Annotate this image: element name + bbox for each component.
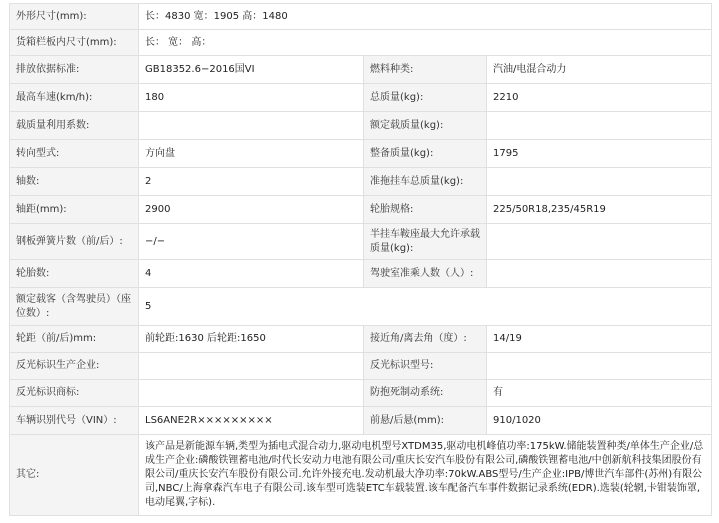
reflector-maker-value	[139, 353, 364, 380]
fuel-type-label: 燃料种类:	[364, 56, 487, 84]
emission-standard-label: 排放依据标准:	[10, 56, 139, 84]
table-row	[10, 4, 712, 30]
table-row	[10, 380, 712, 407]
rated-load-label: 额定载质量(kg):	[364, 112, 487, 140]
approach-departure-angle-label: 接近角/离去角（度）:	[364, 326, 487, 353]
table-row	[10, 112, 712, 140]
wheelbase-value: 2900	[139, 196, 364, 224]
reflector-maker-label: 反光标识生产企业:	[10, 353, 139, 380]
reflector-model-label: 反光标识型号:	[364, 353, 487, 380]
cab-occupancy-value	[487, 260, 712, 288]
vin-label: 车辆识别代号（VIN）:	[10, 407, 139, 435]
load-utilization-label: 载质量利用系数:	[10, 112, 139, 140]
dimensions-label: 外形尺寸(mm):	[10, 4, 139, 30]
fuel-type-value: 汽油/电混合动力	[487, 56, 712, 84]
steering-type-label: 转向型式:	[10, 140, 139, 168]
overhang-label: 前悬/后悬(mm):	[364, 407, 487, 435]
overhang-value: 910/1020	[487, 407, 712, 435]
rated-load-value	[487, 112, 712, 140]
total-mass-value: 2210	[487, 84, 712, 112]
max-speed-label: 最高车速(km/h):	[10, 84, 139, 112]
table-row	[10, 168, 712, 196]
total-mass-label: 总质量(kg):	[364, 84, 487, 112]
reflector-brand-label: 反光标识商标:	[10, 380, 139, 407]
table-row	[10, 196, 712, 224]
table-row	[10, 353, 712, 380]
dimensions-value: 长：4830 宽：1905 高：1480	[139, 4, 712, 30]
rated-passengers-label: 额定载客（含驾驶员）（座位数）:	[10, 288, 139, 326]
trailer-mass-value	[487, 168, 712, 196]
reflector-model-value	[487, 353, 712, 380]
table-row	[10, 260, 712, 288]
steering-type-value: 方向盘	[139, 140, 364, 168]
wheelbase-label: 轴距(mm):	[10, 196, 139, 224]
axle-count-value: 2	[139, 168, 364, 196]
cargo-box-dimensions-label: 货箱栏板内尺寸(mm):	[10, 30, 139, 56]
saddle-load-value	[487, 224, 712, 260]
other-label: 其它:	[10, 435, 139, 516]
tire-spec-value: 225/50R18,235/45R19	[487, 196, 712, 224]
table-row	[10, 56, 712, 84]
table-row	[10, 435, 712, 516]
max-speed-value: 180	[139, 84, 364, 112]
curb-weight-label: 整备质量(kg):	[364, 140, 487, 168]
cab-occupancy-label: 驾驶室准乘人数（人）:	[364, 260, 487, 288]
trailer-mass-label: 准拖挂车总质量(kg):	[364, 168, 487, 196]
table-row	[10, 288, 712, 326]
vehicle-spec-table	[9, 3, 712, 516]
reflector-brand-value	[139, 380, 364, 407]
table-row	[10, 326, 712, 353]
table-row	[10, 84, 712, 112]
table-row	[10, 224, 712, 260]
abs-value: 有	[487, 380, 712, 407]
table-row	[10, 407, 712, 435]
tire-count-label: 轮胎数:	[10, 260, 139, 288]
track-width-value: 前轮距:1630 后轮距:1650	[139, 326, 364, 353]
curb-weight-value: 1795	[487, 140, 712, 168]
leaf-spring-label: 钢板弹簧片数（前/后）:	[10, 224, 139, 260]
load-utilization-value	[139, 112, 364, 140]
saddle-load-label: 半挂车鞍座最大允许承载质量(kg):	[364, 224, 487, 260]
approach-departure-angle-value: 14/19	[487, 326, 712, 353]
abs-label: 防抱死制动系统:	[364, 380, 487, 407]
table-row	[10, 140, 712, 168]
cargo-box-dimensions-value: 长： 宽： 高：	[139, 30, 712, 56]
leaf-spring-value: −/−	[139, 224, 364, 260]
tire-count-value: 4	[139, 260, 364, 288]
other-notes: 该产品是新能源车辆,类型为插电式混合动力,驱动电机型号XTDM35,驱动电机峰值功率:175kW.储能装置种类/单体生产企业/总成生产企业:磷酸铁锂蓄电池/时代长安动力电池有限公司/重庆长安汽车股份有限公司,磷酸铁锂蓄电池/中创新航科技集团股份有限公司/重庆长安汽车股份有限公司.允许外接充电.发动机最大净功率:70kW.ABS型号/生产企业:IPB/博世汽车部件(苏州)有限公司,NBC/上海拿森汽车电子有限公司.该车型可选装ETC车载装置.该车配备汽车事件数据记录系统(EDR).选装(轮辋,卡钳装饰罩,电动尾翼,字标).	[139, 435, 712, 516]
tire-spec-label: 轮胎规格:	[364, 196, 487, 224]
axle-count-label: 轴数:	[10, 168, 139, 196]
table-row	[10, 30, 712, 56]
vin-value: LS6ANE2R×××××××××	[139, 407, 364, 435]
emission-standard-value: GB18352.6−2016国VI	[139, 56, 364, 84]
track-width-label: 轮距（前/后)mm:	[10, 326, 139, 353]
rated-passengers-value: 5	[139, 288, 712, 326]
